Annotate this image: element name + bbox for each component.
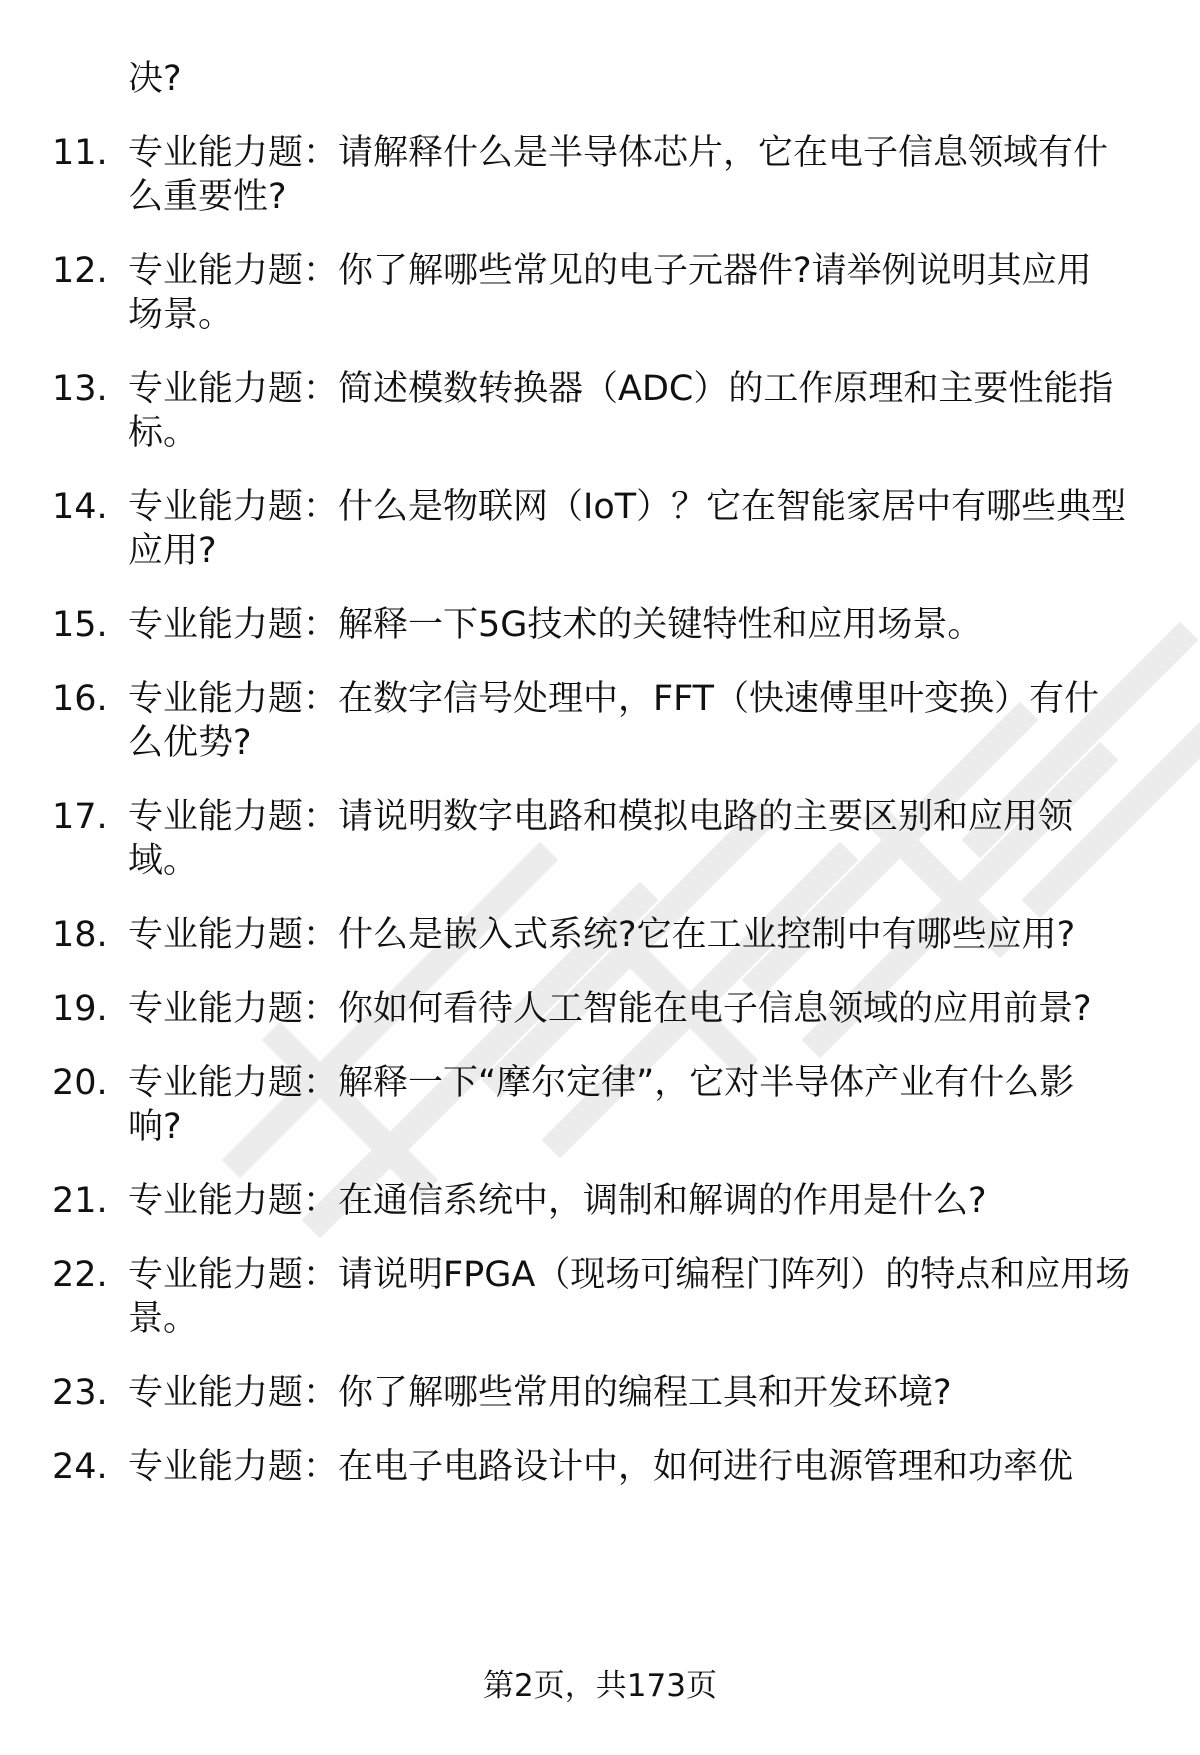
item-text-line: 专业能力题：什么是物联网（IoT）？它在智能家居中有哪些典型 <box>128 487 1127 527</box>
item-number: 15. <box>52 605 108 645</box>
item-text-line: 专业能力题：你了解哪些常见的电子元器件?请举例说明其应用 <box>128 251 1092 291</box>
item-number: 24. <box>52 1447 108 1487</box>
item-text-line: 专业能力题：你如何看待人工智能在电子信息领域的应用前景? <box>128 989 1092 1029</box>
item-text-line: 专业能力题：请说明FPGA（现场可编程门阵列）的特点和应用场 <box>128 1255 1131 1295</box>
item-number: 13. <box>52 369 108 409</box>
item-text-line: 场景。 <box>128 295 234 335</box>
item-number: 17. <box>52 797 108 837</box>
item-number: 19. <box>52 989 108 1029</box>
item-text-line: 标。 <box>128 413 199 453</box>
item-text-line: 应用? <box>128 531 217 571</box>
item-number: 20. <box>52 1063 108 1103</box>
item-text-line: 域。 <box>128 841 199 881</box>
item-text-line: 专业能力题：什么是嵌入式系统?它在工业控制中有哪些应用? <box>128 915 1076 955</box>
item-text-line: 专业能力题：在电子电路设计中，如何进行电源管理和功率优 <box>128 1447 1074 1487</box>
item-number: 14. <box>52 487 108 527</box>
item-text-line: 专业能力题：请说明数字电路和模拟电路的主要区别和应用领 <box>128 797 1074 837</box>
item-number: 16. <box>52 679 108 719</box>
item-text-line: 么重要性? <box>128 177 287 217</box>
item-text-line: 专业能力题：解释一下5G技术的关键特性和应用场景。 <box>128 605 983 645</box>
item-number: 21. <box>52 1181 108 1221</box>
item-number: 11. <box>52 133 108 173</box>
item-text-line: 专业能力题：在数字信号处理中，FFT（快速傅里叶变换）有什 <box>128 679 1100 719</box>
item-text-line: 专业能力题：在通信系统中，调制和解调的作用是什么? <box>128 1181 987 1221</box>
item-number: 23. <box>52 1373 108 1413</box>
item-number: 12. <box>52 251 108 291</box>
item-text-line: 专业能力题：请解释什么是半导体芯片，它在电子信息领域有什 <box>128 133 1109 173</box>
item-text-line: 专业能力题：解释一下“摩尔定律”，它对半导体产业有什么影 <box>128 1063 1075 1103</box>
item-number: 18. <box>52 915 108 955</box>
item-number: 22. <box>52 1255 108 1295</box>
item-text-line: 专业能力题：你了解哪些常用的编程工具和开发环境? <box>128 1373 952 1413</box>
item-text-line: 响? <box>128 1107 182 1147</box>
item-text-line: 景。 <box>128 1299 199 1339</box>
previous-item-continuation: 决? <box>128 59 182 99</box>
page-number-footer: 第2页，共173页 <box>483 1668 717 1704</box>
item-text-line: 专业能力题：简述模数转换器（ADC）的工作原理和主要性能指 <box>128 369 1114 409</box>
item-text-line: 么优势? <box>128 723 252 763</box>
